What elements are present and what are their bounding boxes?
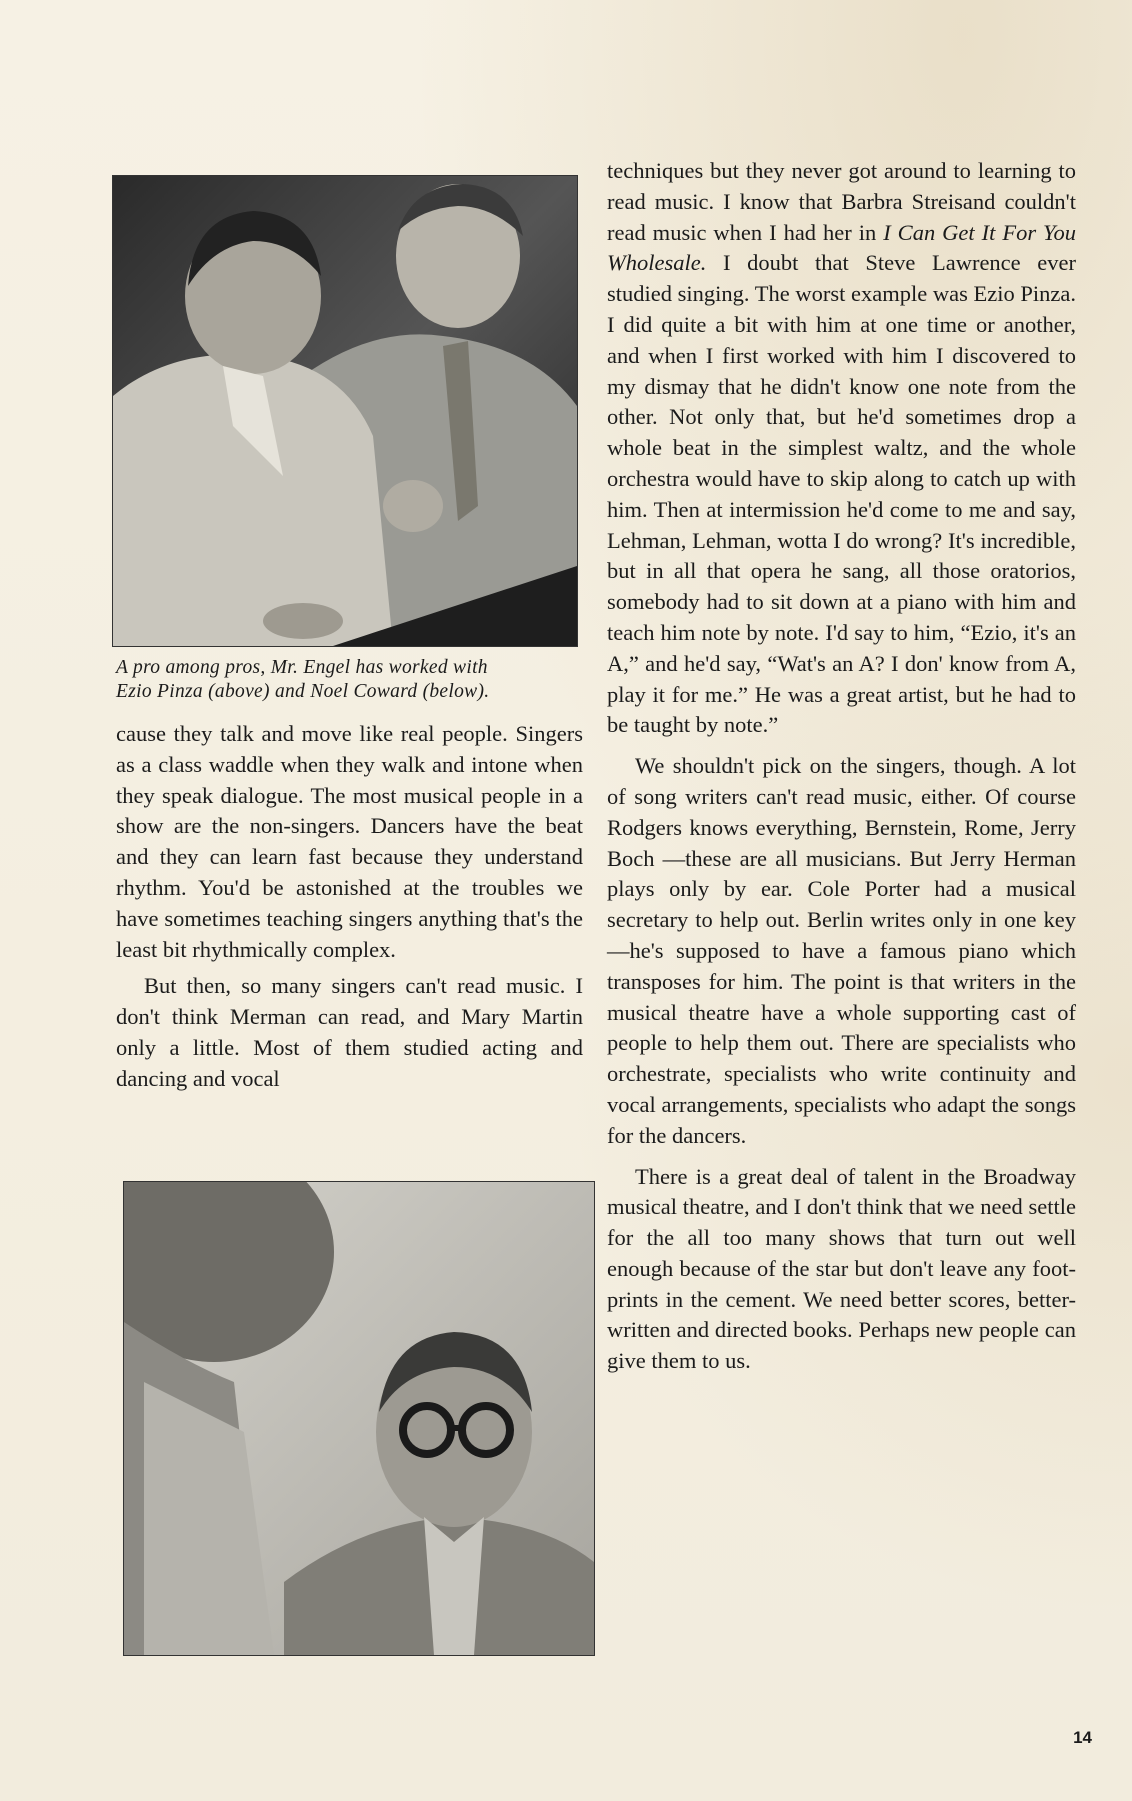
left-text-column xyxy=(116,719,583,1095)
show-title: I Can Get It For You Wholesale. xyxy=(607,219,1077,276)
photo-engel-and-pinza xyxy=(112,175,578,647)
right-paragraph-1 xyxy=(607,156,1076,741)
left-paragraph-1: cause they talk and move like real people. Singers as a class waddle when they walk and intone when they speak dialogue. The most musical people in a show are the non-singers. Dancers have the beat and they can learn fast because they understand rhythm. You'd be astonished at the troubles we have sometimes teaching singers anything that's the least bit rhythmically complex. xyxy=(116,721,583,962)
right-paragraph-1-part-a: techniques but they never got around to learning to read music. I know that Barbra Streisand couldn't read music when I had her in xyxy=(607,158,1076,245)
right-paragraph-3: There is a great deal of talent in the Broadway musical theatre, and I don't think that we need settle for the all too many shows that turn out well enough because of the star but don't leave any footprints in the cement. We need better scores, better-written and directed books. Perhaps new people can give them to us. xyxy=(607,1163,1076,1374)
caption-line-2: Ezio Pinza (above) and Noel Coward (below). xyxy=(116,681,490,702)
right-text-column xyxy=(607,156,1076,1377)
photo-caption xyxy=(116,656,586,704)
right-paragraph-2: We shouldn't pick on the singers, though. A lot of song writers can't read music, either. Of course Rodgers knows everything, Bernstein, Rome, Jerry Boch —these are all musicians. But Jerry Herman plays only by ear. Cole Porter had a musical secretary to help out. Berlin writes only in one key—he's supposed to have a famous piano which transposes for him. The point is that writers in the musical theatre have a whole supporting cast of people to help them out. There are specialists who orchestrate, specialists who write continuity and vocal arrangements, specialists who adapt the songs for the dancers. xyxy=(607,753,1076,1148)
left-paragraph-2: But then, so many singers can't read music. I don't think Merman can read, and Mary Martin only a little. Most of them studied acting and dancing and vocal xyxy=(116,973,583,1091)
page-number: 14 xyxy=(1073,1728,1092,1747)
right-paragraph-1-part-b: I doubt that Steve Lawrence ever studied singing. The worst example was Ezio Pinza. I did quite a bit with him at one time or another, and when I first worked with him I discovered to my dismay that he didn't know one note from the other. Not only that, but he'd sometimes drop a whole beat in the simplest waltz, and the whole orchestra would have to skip along to catch up with him. Then at intermission he'd come to me and say, Lehman, Lehman, wotta I do wrong? It's incredible, but in all that opera he sang, all those oratorios, somebody had to sit down at a piano with him and teach him note by note. I'd say to him, “Ezio, it's an A,” and he'd say, “Wat's an A? I don' know from A, play it for me.” He was a great artist, but he had to be taught by note.” xyxy=(607,250,1076,738)
caption-line-1: A pro among pros, Mr. Engel has worked with xyxy=(116,657,488,678)
photo-noel-coward xyxy=(123,1181,595,1656)
